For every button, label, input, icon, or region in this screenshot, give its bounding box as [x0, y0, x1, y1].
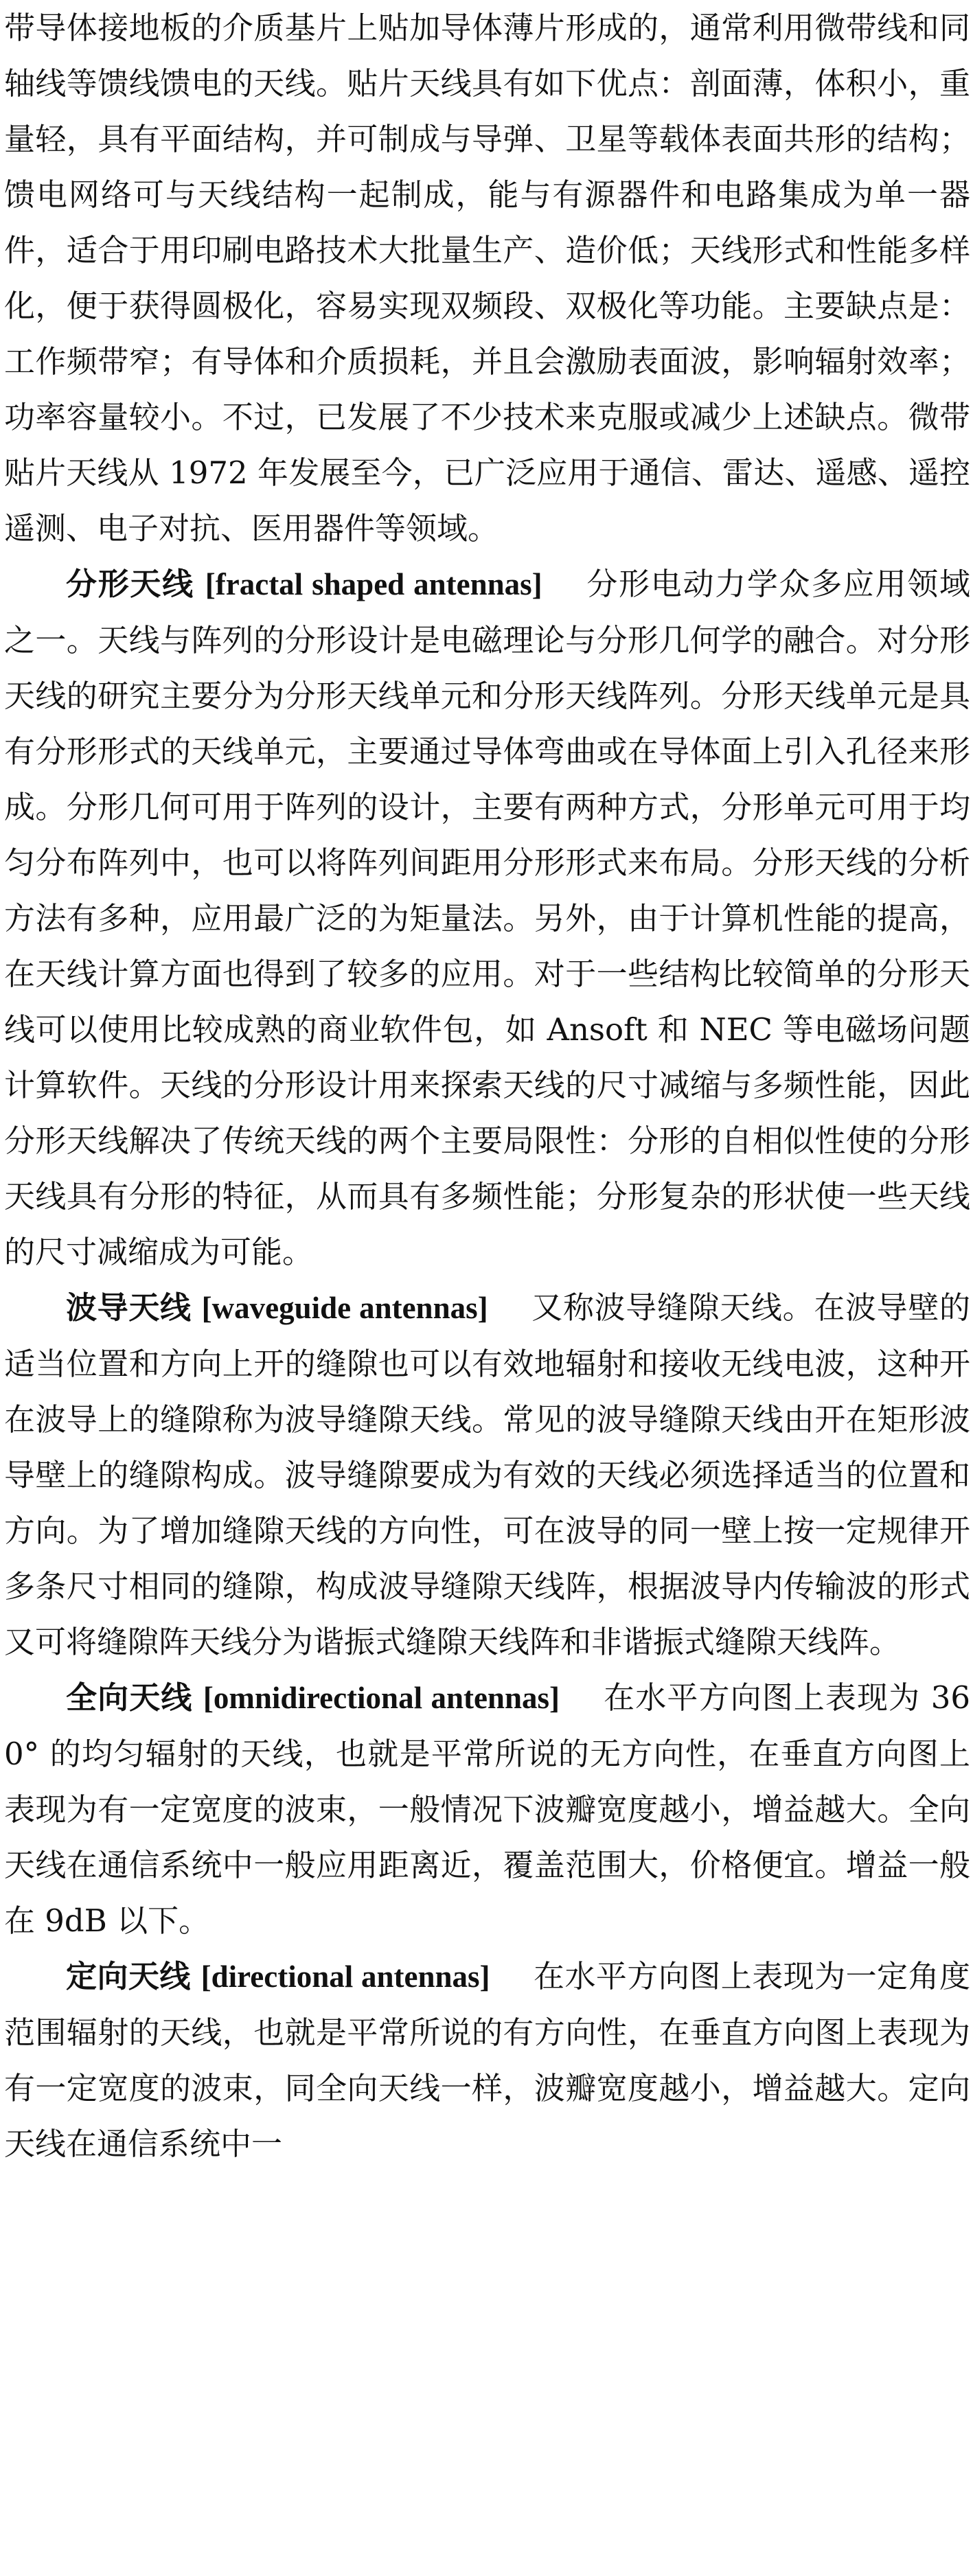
entry-text: 在水平方向图上表现为 360° 的均匀辐射的天线，也就是平常所说的无方向性，在垂直方向图上表现为有一定宽度的波束，一般情况下波瓣宽度越小，增益越大。全向天线在通信系统中一般应用距离近，覆盖范围大，价格便宜。增益一般在 9dB 以下。 — [4, 1679, 970, 1939]
entry-patch-antenna-continued — [4, 0, 970, 556]
entry-text: 在水平方向图上表现为一定角度范围辐射的天线，也就是平常所说的有方向性，在垂直方向图上表现为有一定宽度的波束，同全向天线一样，波瓣宽度越小，增益越大。定向天线在通信系统中一 — [4, 1958, 970, 2162]
entry-term-zh: 定向天线 — [66, 1958, 191, 1994]
entry-term-en: [waveguide antennas] — [201, 1291, 488, 1325]
entry-term-en: [omnidirectional antennas] — [203, 1681, 560, 1715]
entry-term-en: [directional antennas] — [201, 1959, 490, 1994]
entry-text: 带导体接地板的介质基片上贴加导体薄片形成的，通常利用微带线和同轴线等馈线馈电的天线。贴片天线具有如下优点：剖面薄，体积小，重量轻，具有平面结构，并可制成与导弹、卫星等载体表面共形的结构；馈电网络可与天线结构一起制成，能与有源器件和电路集成为单一器件，适合于用印刷电路技术大批量生产、造价低；天线形式和性能多样化，便于获得圆极化，容易实现双频段、双极化等功能。主要缺点是：工作频带窄；有导体和介质损耗，并且会激励表面波，影响辐射效率；功率容量较小。不过，已发展了不少技术来克服或减少上述缺点。微带贴片天线从 1972 年发展至今，已广泛应用于通信、雷达、遥感、遥控遥测、电子对抗、医用器件等领域。 — [4, 10, 970, 547]
entry-directional-antennas — [4, 1948, 970, 2172]
entry-waveguide-antennas — [4, 1280, 970, 1670]
entry-term-zh: 全向天线 — [66, 1679, 193, 1716]
entry-fractal-antennas — [4, 556, 970, 1280]
entry-text: 又称波导缝隙天线。在波导壁的适当位置和方向上开的缝隙也可以有效地辐射和接收无线电波，这种开在波导上的缝隙称为波导缝隙天线。常见的波导缝隙天线由开在矩形波导壁上的缝隙构成。波导缝隙要成为有效的天线必须选择适当的位置和方向。为了增加缝隙天线的方向性，可在波导的同一壁上按一定规律开多条尺寸相同的缝隙，构成波导缝隙天线阵，根据波导内传输波的形式又可将缝隙阵天线分为谐振式缝隙天线阵和非谐振式缝隙天线阵。 — [4, 1289, 970, 1660]
entry-term-zh: 分形天线 — [66, 566, 194, 602]
entry-term-zh: 波导天线 — [66, 1289, 192, 1326]
entry-omnidirectional-antennas — [4, 1670, 970, 1948]
entry-text: 分形电动力学众多应用领域之一。天线与阵列的分形设计是电磁理论与分形几何学的融合。对分形天线的研究主要分为分形天线单元和分形天线阵列。分形天线单元是具有分形形式的天线单元，主要通过导体弯曲或在导体面上引入孔径来形成。分形几何可用于阵列的设计，主要有两种方式，分形单元可用于均匀分布阵列中，也可以将阵列间距用分形形式来布局。分形天线的分析方法有多种，应用最广泛的为矩量法。另外，由于计算机性能的提高，在天线计算方面也得到了较多的应用。对于一些结构比较简单的分形天线可以使用比较成熟的商业软件包，如 Ansoft 和 NEC 等电磁场问题计算软件。天线的分形设计用来探索天线的尺寸减缩与多频性能，因此分形天线解决了传统天线的两个主要局限性：分形的自相似性使的分形天线具有分形的特征，从而具有多频性能；分形复杂的形状使一些天线的尺寸减缩成为可能。 — [4, 566, 970, 1270]
entry-term-en: [fractal shaped antennas] — [205, 567, 542, 601]
